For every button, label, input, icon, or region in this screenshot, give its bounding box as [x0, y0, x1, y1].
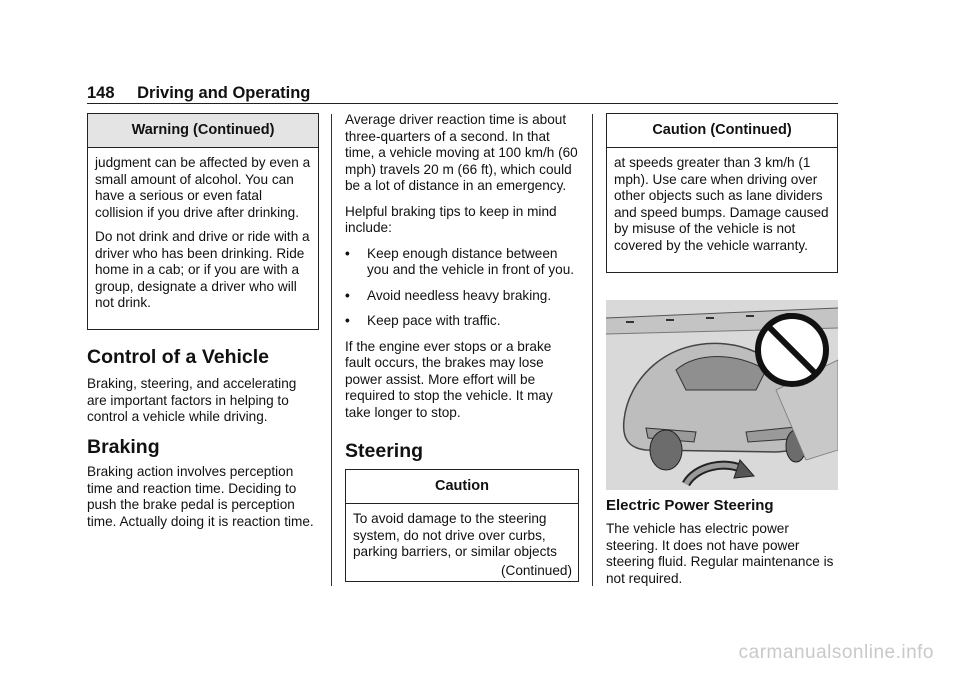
section-title: Driving and Operating: [137, 84, 311, 102]
caution-continued: (Continued): [500, 562, 572, 578]
bullet-text: Keep pace with traffic.: [367, 313, 501, 328]
caution-box: [345, 469, 579, 582]
bullet-text: Avoid needless heavy braking.: [367, 287, 552, 303]
braking-paragraph: Braking action involves perception time and reaction time. Deciding to push the brake pedal is perception time. Actually doing it is reaction time.: [87, 464, 314, 529]
heading-braking: Braking: [87, 436, 160, 458]
caution-continued-title: Caution (Continued): [607, 114, 837, 148]
header-rule: [87, 103, 838, 104]
bullet-icon: •: [345, 313, 350, 328]
caution-title: Caution: [346, 470, 578, 504]
list-item: [345, 246, 579, 279]
caution-text: To avoid damage to the steering system, do not drive over curbs, parking barriers, or similar objects: [353, 511, 557, 559]
heading-electric-power-steering: Electric Power Steering: [606, 497, 774, 514]
bullet-icon: •: [345, 245, 350, 261]
eps-text: [606, 521, 838, 596]
control-paragraph: Braking, steering, and accelerating are important factors in helping to control a vehicle while driving.: [87, 376, 297, 424]
heading-control-of-vehicle: Control of a Vehicle: [87, 346, 270, 368]
bullet-icon: •: [345, 287, 350, 303]
engine-stop-paragraph: If the engine ever stops or a brake fault occurs, the brakes may lose power assist. More effort will be required to stop the vehicle. It may take longer to stop.: [345, 338, 553, 420]
car-curb-illustration: [606, 300, 838, 490]
reaction-time-paragraph: Average driver reaction time is about three-quarters of a second. In that time, a vehicle moving at 100 km/h (60 mph) travels 20 m (66 ft), which could be a lot of distance in an emergency.: [345, 112, 578, 193]
steering-illustration: [606, 300, 838, 490]
warning-box: [87, 113, 319, 330]
column-divider-right: [592, 114, 593, 586]
heading-steering: Steering: [345, 440, 424, 462]
column-divider-left: [331, 114, 332, 586]
watermark: carmanualsonline.info: [738, 642, 934, 663]
eps-paragraph: The vehicle has electric power steering. It does not have power steering fluid. Regular maintenance is not required.: [606, 521, 834, 586]
warning-title: Warning (Continued): [88, 114, 318, 148]
warning-text-1: judgment can be affected by even a small amount of alcohol. You can have a serious or even fatal collision if you drive after drinking.: [95, 155, 311, 220]
control-text: [87, 376, 319, 435]
bullet-text: Keep enough distance between you and the vehicle in front of you.: [367, 245, 575, 277]
column-2: [345, 112, 579, 430]
caution-continued-text: at speeds greater than 3 km/h (1 mph). Use care when driving over other objects such as lane dividers and speed bumps. Damage caused by misuse of the vehicle is not covered by the vehicle warranty.: [614, 155, 829, 253]
caution-continued-box: [606, 113, 838, 273]
page-header: [87, 84, 310, 103]
braking-tips-intro: Helpful braking tips to keep in mind include:: [345, 203, 557, 235]
warning-text-2: Do not drink and drive or ride with a driver who has been drinking. Ride home in a cab; or if you are with a group, designate a driver who will not drink.: [95, 229, 310, 310]
braking-text: [87, 464, 319, 539]
list-item: [345, 313, 579, 330]
page-number: 148: [87, 84, 115, 102]
list-item: [345, 288, 579, 305]
